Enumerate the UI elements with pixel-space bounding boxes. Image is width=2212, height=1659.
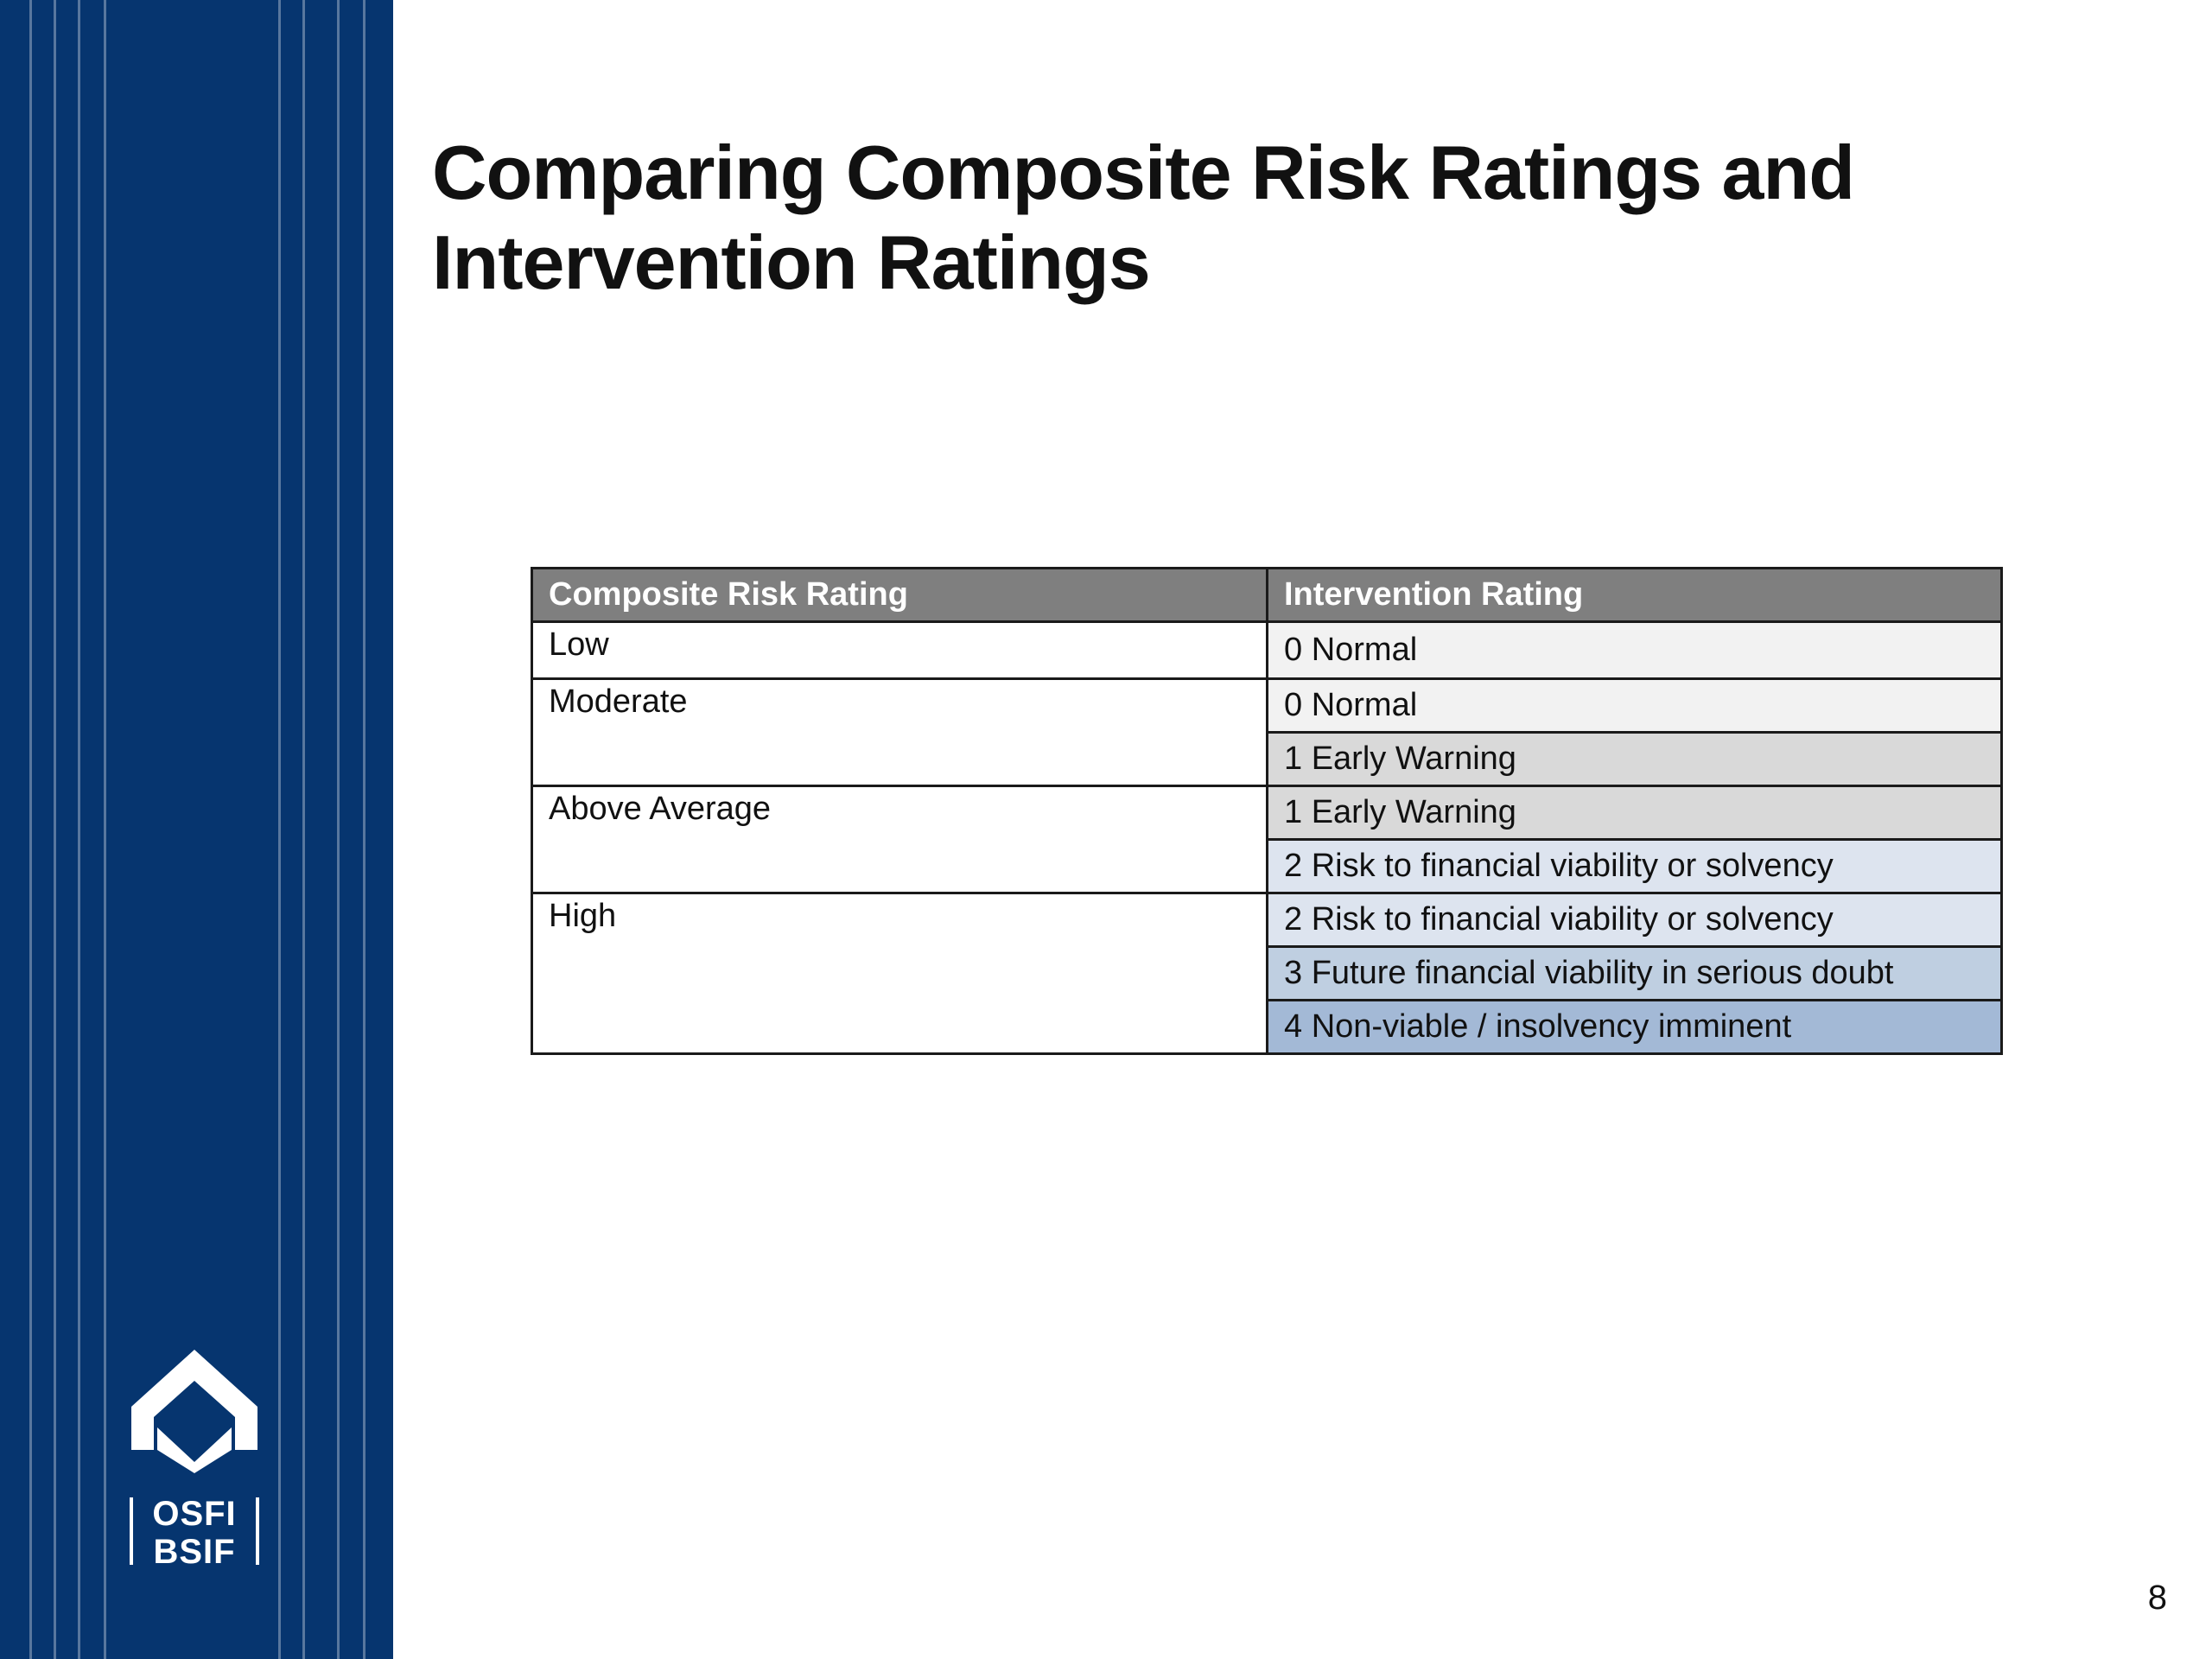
table-row (532, 622, 2002, 679)
slide-title (432, 128, 2143, 308)
ratings-table (531, 567, 2003, 1055)
sidebar-stripe (29, 0, 32, 1659)
slide-title-line-1: Comparing Composite Risk Ratings and (432, 130, 1854, 215)
composite-cell-low: Low (532, 622, 1268, 679)
intervention-cell: 1 Early Warning (1268, 733, 2002, 786)
composite-cell-above-average: Above Average (532, 786, 1268, 893)
sidebar-stripe (337, 0, 340, 1659)
composite-cell-moderate: Moderate (532, 679, 1268, 786)
osfi-emblem-icon (130, 1348, 259, 1473)
logo-text-osfi: OSFI (152, 1495, 237, 1533)
table-header-row (532, 569, 2002, 622)
sidebar-band (0, 0, 393, 1659)
osfi-logo (121, 1348, 268, 1573)
intervention-cell: 4 Non-viable / insolvency imminent (1268, 1001, 2002, 1054)
intervention-cell: 2 Risk to financial viability or solvency (1268, 893, 2002, 947)
composite-cell-high: High (532, 893, 1268, 1054)
header-intervention-rating: Intervention Rating (1268, 569, 2002, 622)
sidebar-stripe (54, 0, 56, 1659)
slide-title-line-2: Intervention Ratings (432, 219, 1150, 305)
intervention-cell: 0 Normal (1268, 679, 2002, 733)
sidebar-stripe (104, 0, 106, 1659)
sidebar-stripe (78, 0, 80, 1659)
intervention-cell: 1 Early Warning (1268, 786, 2002, 840)
table-row (532, 786, 2002, 840)
intervention-cell: 2 Risk to financial viability or solvency (1268, 840, 2002, 893)
sidebar-stripe (363, 0, 365, 1659)
table-row (532, 679, 2002, 733)
intervention-cell: 0 Normal (1268, 622, 2002, 679)
intervention-cell: 3 Future financial viability in serious doubt (1268, 947, 2002, 1001)
logo-text-bsif: BSIF (153, 1533, 236, 1571)
sidebar-stripe (302, 0, 305, 1659)
table-row (532, 893, 2002, 947)
sidebar-stripe (278, 0, 281, 1659)
page-number: 8 (2147, 1579, 2167, 1617)
header-composite-risk-rating: Composite Risk Rating (532, 569, 1268, 622)
